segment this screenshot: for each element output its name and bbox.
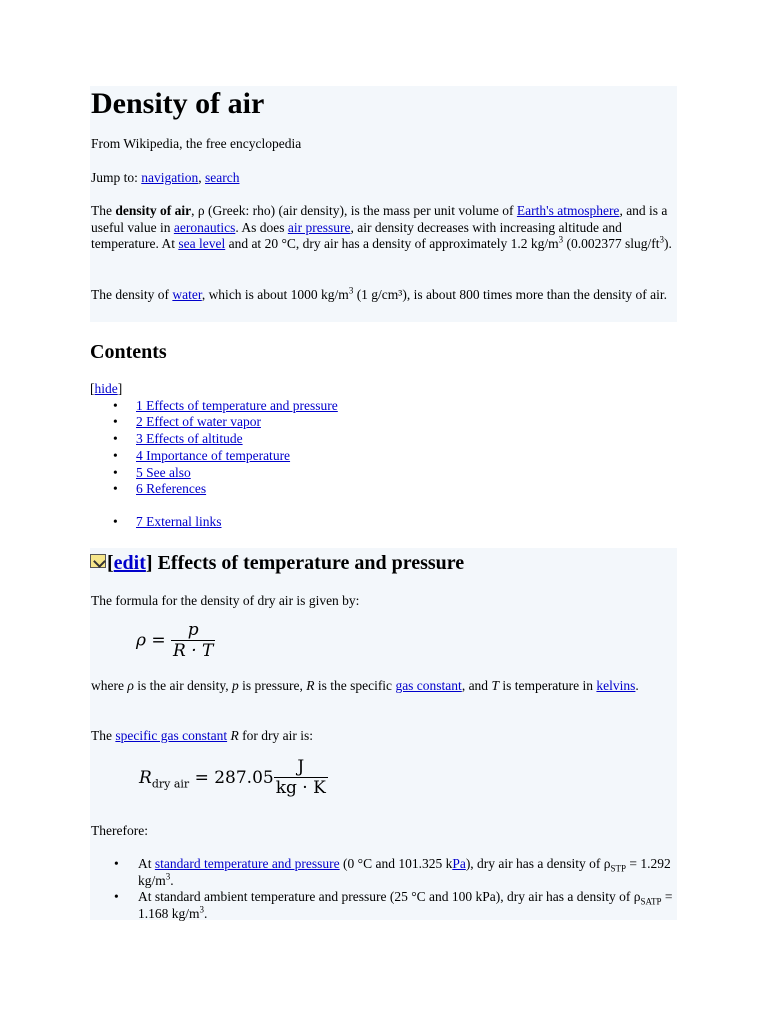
page-title: Density of air [91, 87, 265, 120]
toc-item [90, 398, 490, 415]
toc-link-temperature[interactable]: 4 Importance of temperature [136, 447, 291, 463]
density-formula: ρ = $\frac{p}{R \cdot T}$ [136, 620, 214, 661]
specific-gas-constant-link[interactable]: specific gas constant [115, 728, 228, 743]
toc-link-external-links[interactable]: 7 External links [136, 514, 222, 530]
gas-constant-paragraph: The specific gas constant R for dry air is: [91, 728, 313, 743]
toc-item [90, 431, 490, 448]
gas-constant-link[interactable]: gas constant [395, 678, 462, 693]
tagline: From Wikipedia, the free encyclopedia [91, 136, 302, 151]
toc-link-see-also[interactable]: 5 See also [136, 464, 191, 480]
formula-intro: The formula for the density of dry air is given by: [91, 593, 360, 608]
intro-paragraph: The density of air, ρ (Greek: rho) (air density), is the mass per unit volume of Earth's atmosphere, and is a useful value in aeronautics. As does air pressure, air density decreases with increasing altitude and temperature. At sea level and at 20 °C, dry air has a density of approximately 1.2 $kg/m^3$ (0.002377 slug/$ft^3$). [91, 203, 672, 251]
toc-item [90, 514, 490, 531]
toc-item [90, 481, 490, 498]
toc-link-water-vapor[interactable]: 2 Effect of water vapor [136, 414, 261, 430]
water-link[interactable]: water [172, 287, 202, 302]
toc-link-references[interactable]: 6 References [136, 481, 207, 497]
toc-hide-toggle: [hide] [90, 381, 123, 396]
aeronautics-link[interactable]: aeronautics [173, 219, 236, 235]
section-heading: [edit] Effects of temperature and pressure [90, 550, 464, 576]
toc-link-altitude[interactable]: 3 Effects of altitude [136, 431, 243, 447]
pascal-link[interactable]: Pa [452, 856, 466, 871]
toc-item [90, 414, 490, 431]
density-values-list [91, 856, 673, 922]
therefore-label: Therefore: [91, 823, 148, 838]
water-paragraph: The density of water, which is about 1000 $kg/m^3$ (1 g/cm³), is about 800 times more than the density of air. [91, 285, 668, 302]
hide-link[interactable]: hide [94, 381, 118, 396]
toc-link-effects-temperature-pressure[interactable]: 1 Effects of temperature and pressure [136, 397, 338, 413]
edit-pencil-icon[interactable] [90, 554, 106, 568]
kelvins-link[interactable]: kelvins [596, 678, 636, 693]
jump-to: Jump to: navigation, search [91, 170, 240, 185]
gas-constant-formula: $R_{dry air} = 287.05$ $\frac{J}{kg \cdot K}$ [139, 757, 326, 798]
edit-link[interactable]: edit [113, 552, 146, 574]
where-paragraph: where ρ is the air density, p is pressure, R is the specific gas constant, and T is temperature in kelvins. [91, 678, 639, 693]
list-item: • At standard temperature and pressure (0 °C and 101.325 kPa), dry air has a density of $\rho_{STP} = 1.292$ $kg/m^3$. [91, 856, 673, 889]
term-bold: density of air [115, 203, 192, 218]
search-link[interactable]: search [205, 170, 240, 185]
navigation-link[interactable]: navigation [141, 170, 199, 185]
table-of-contents [90, 381, 490, 531]
list-item: • At standard ambient temperature and pressure (25 °C and 100 kPa), dry air has a density of $\rho_{SATP} = 1.168$ $kg/m^3$. [91, 889, 673, 922]
toc-item [90, 465, 490, 482]
stp-link[interactable]: standard temperature and pressure [154, 856, 340, 871]
air-pressure-link[interactable]: air pressure [287, 219, 351, 235]
contents-heading: Contents [90, 341, 167, 363]
sea-level-link[interactable]: sea level [178, 236, 226, 251]
toc-item [90, 448, 490, 465]
earths-atmosphere-link[interactable]: Earth's atmosphere [516, 203, 620, 218]
